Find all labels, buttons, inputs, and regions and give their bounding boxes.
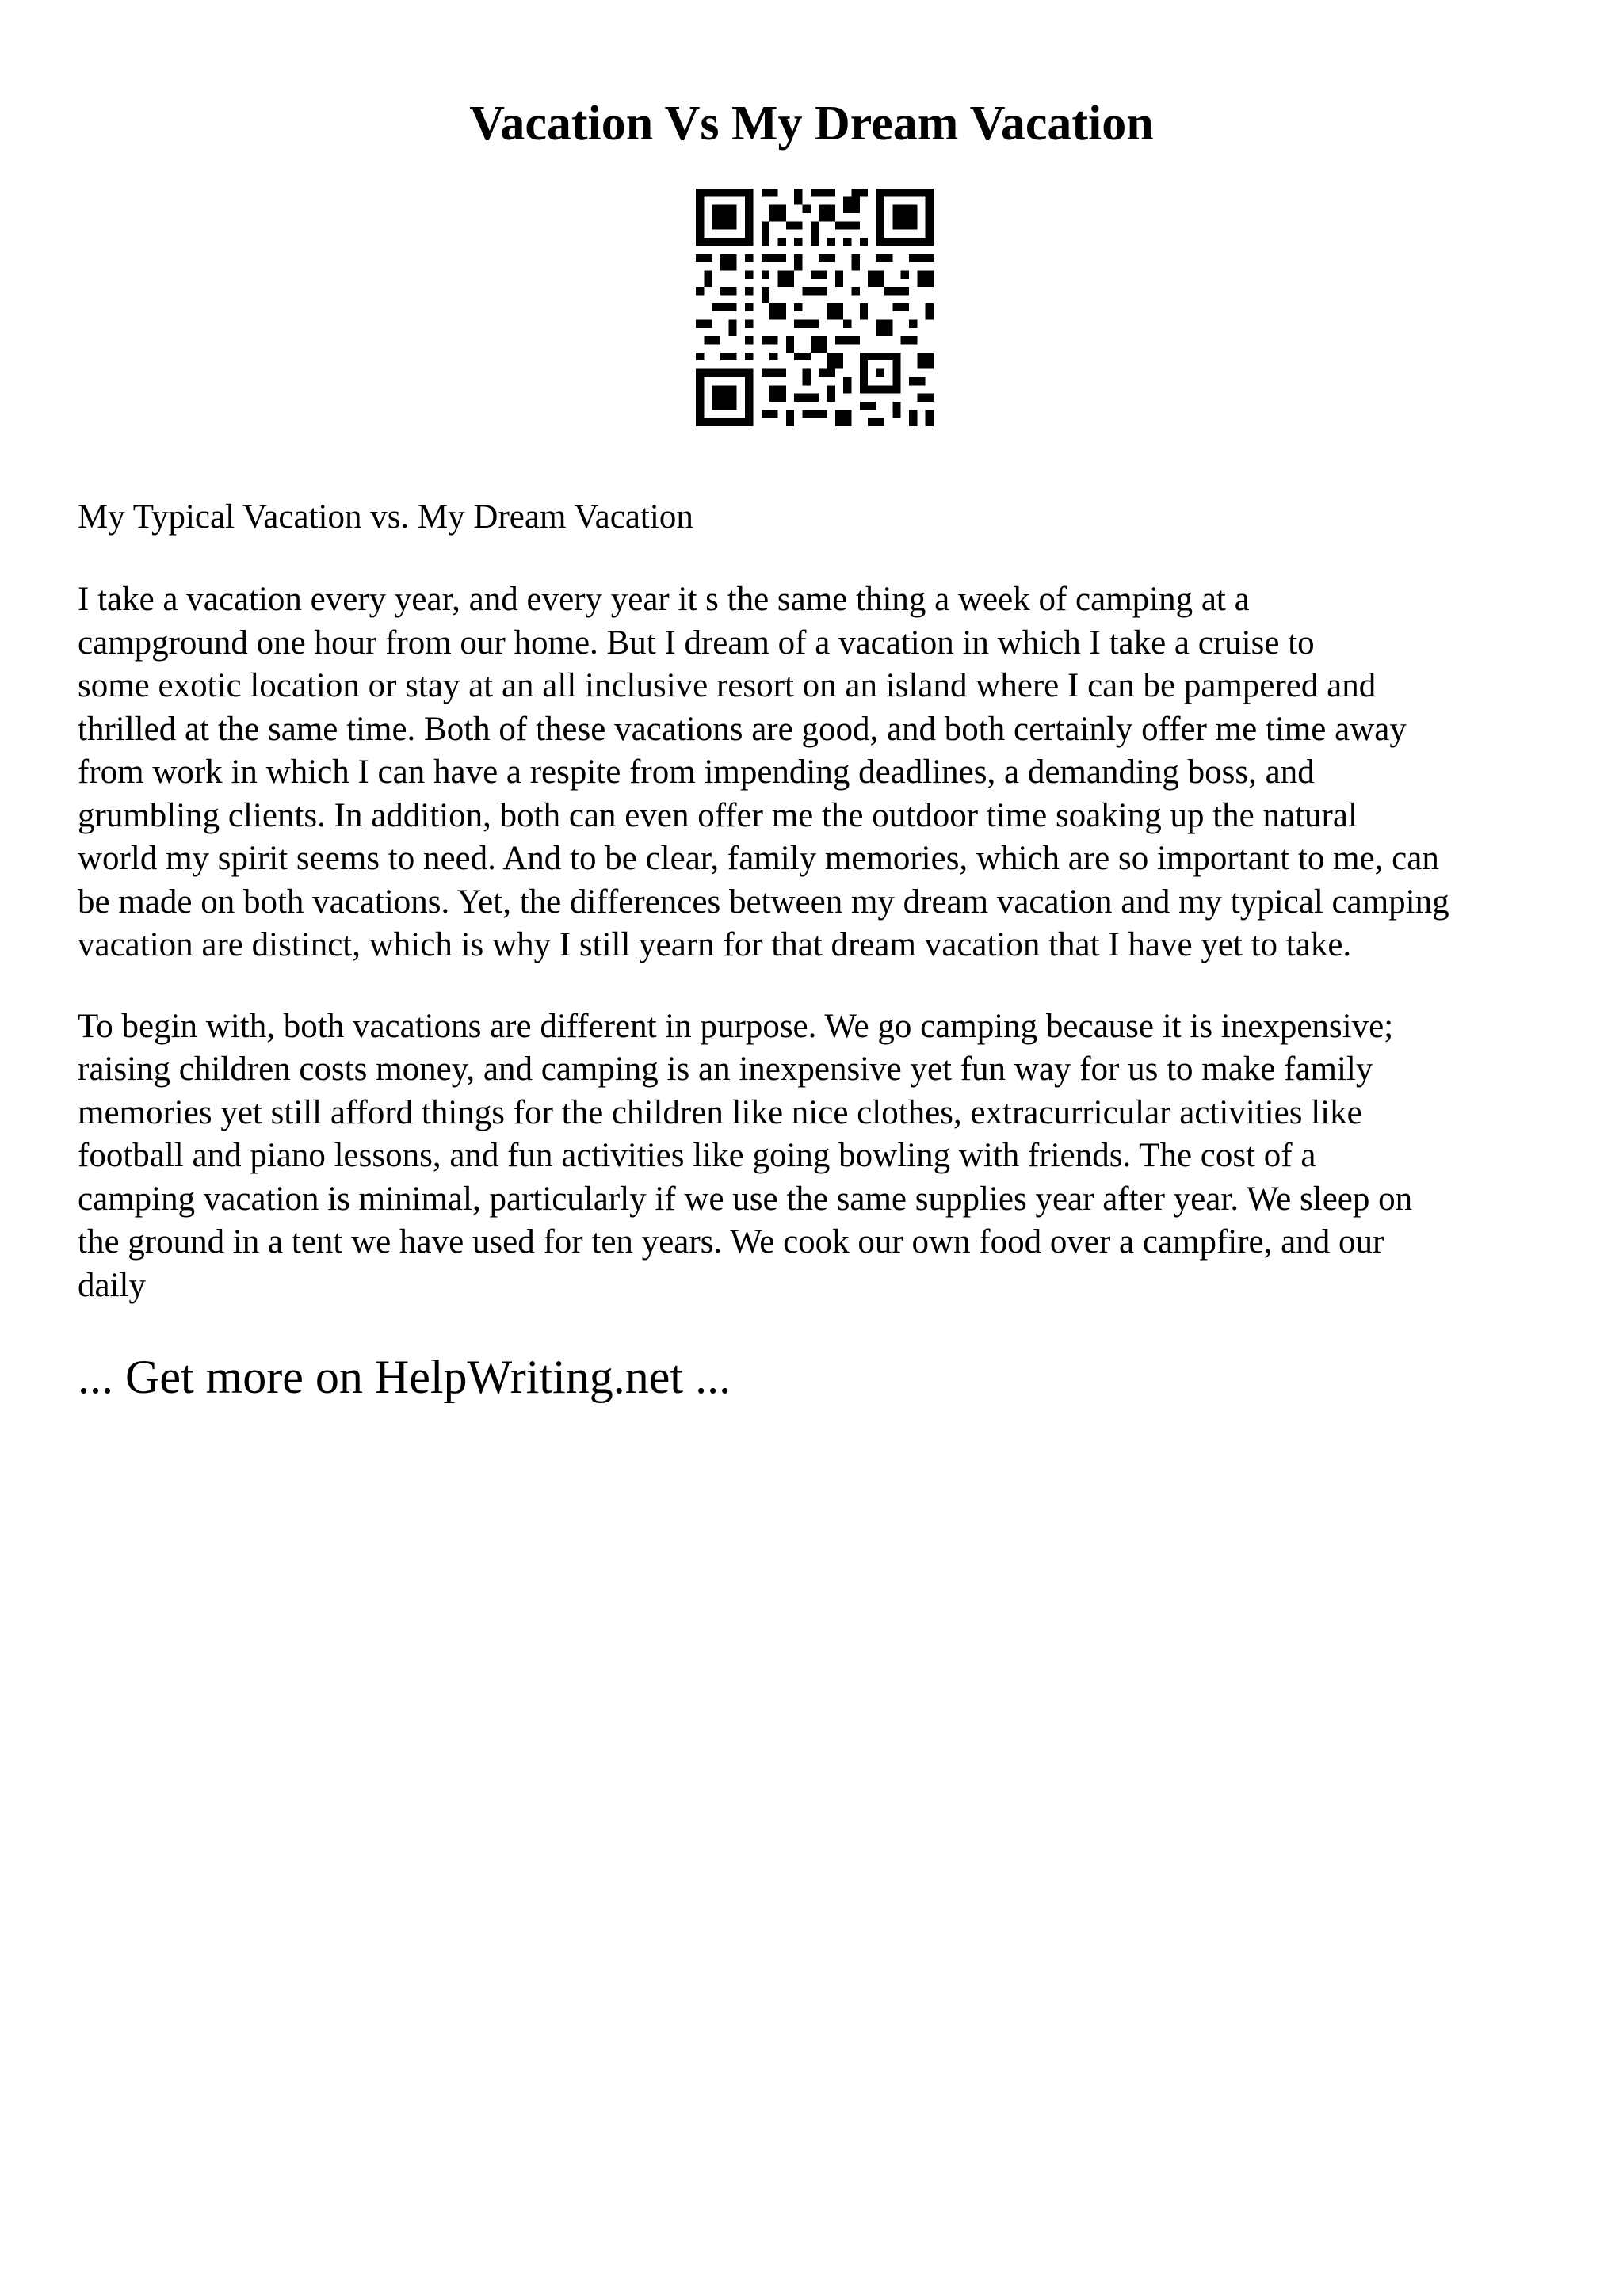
- paragraph-line: some exotic location or stay at an all inclusive resort on an island where I can be pampered and: [78, 667, 1377, 704]
- paragraph-line: grumbling clients. In addition, both can even offer me the outdoor time soaking up the natural: [78, 796, 1358, 834]
- document-subtitle: My Typical Vacation vs. My Dream Vacation: [78, 498, 693, 536]
- more-link[interactable]: ... Get more on HelpWriting.net ...: [78, 1351, 731, 1403]
- paragraph-line: memories yet still afford things for the children like nice clothes, extracurricular activities like: [78, 1093, 1362, 1131]
- paragraph-line: To begin with, both vacations are different in purpose. We go camping because it is inexpensive;: [78, 1007, 1394, 1045]
- paragraph-line: thrilled at the same time. Both of these vacations are good, and both certainly offer me time away: [78, 710, 1407, 748]
- paragraph-line: world my spirit seems to need. And to be clear, family memories, which are so important to me, can: [78, 840, 1439, 877]
- document-body: [78, 494, 1575, 1407]
- paragraph-line: vacation are distinct, which is why I still yearn for that dream vacation that I have yet to take.: [78, 926, 1352, 963]
- page-title: Vacation Vs My Dream Vacation: [469, 97, 1154, 151]
- paragraph-1: [78, 578, 1575, 967]
- paragraph-line: I take a vacation every year, and every year it s the same thing a week of camping at a: [78, 581, 1250, 618]
- paragraph-line: campground one hour from our home. But I dream of a vacation in which I take a cruise to: [78, 624, 1315, 662]
- paragraph-line: daily: [78, 1266, 146, 1304]
- paragraph-line: be made on both vacations. Yet, the differences between my dream vacation and my typical camping: [78, 883, 1449, 921]
- qr-code-icon: [696, 189, 934, 426]
- paragraph-line: football and piano lessons, and fun activities like going bowling with friends. The cost of a: [78, 1137, 1316, 1174]
- paragraph-2: [78, 1005, 1575, 1308]
- paragraph-line: the ground in a tent we have used for ten years. We cook our own food over a campfire, and our: [78, 1223, 1384, 1261]
- paragraph-line: raising children costs money, and camping is an inexpensive yet fun way for us to make family: [78, 1051, 1373, 1088]
- paragraph-line: camping vacation is minimal, particularly if we use the same supplies year after year. We sleep on: [78, 1180, 1413, 1218]
- paragraph-line: from work in which I can have a respite from impending deadlines, a demanding boss, and: [78, 753, 1315, 791]
